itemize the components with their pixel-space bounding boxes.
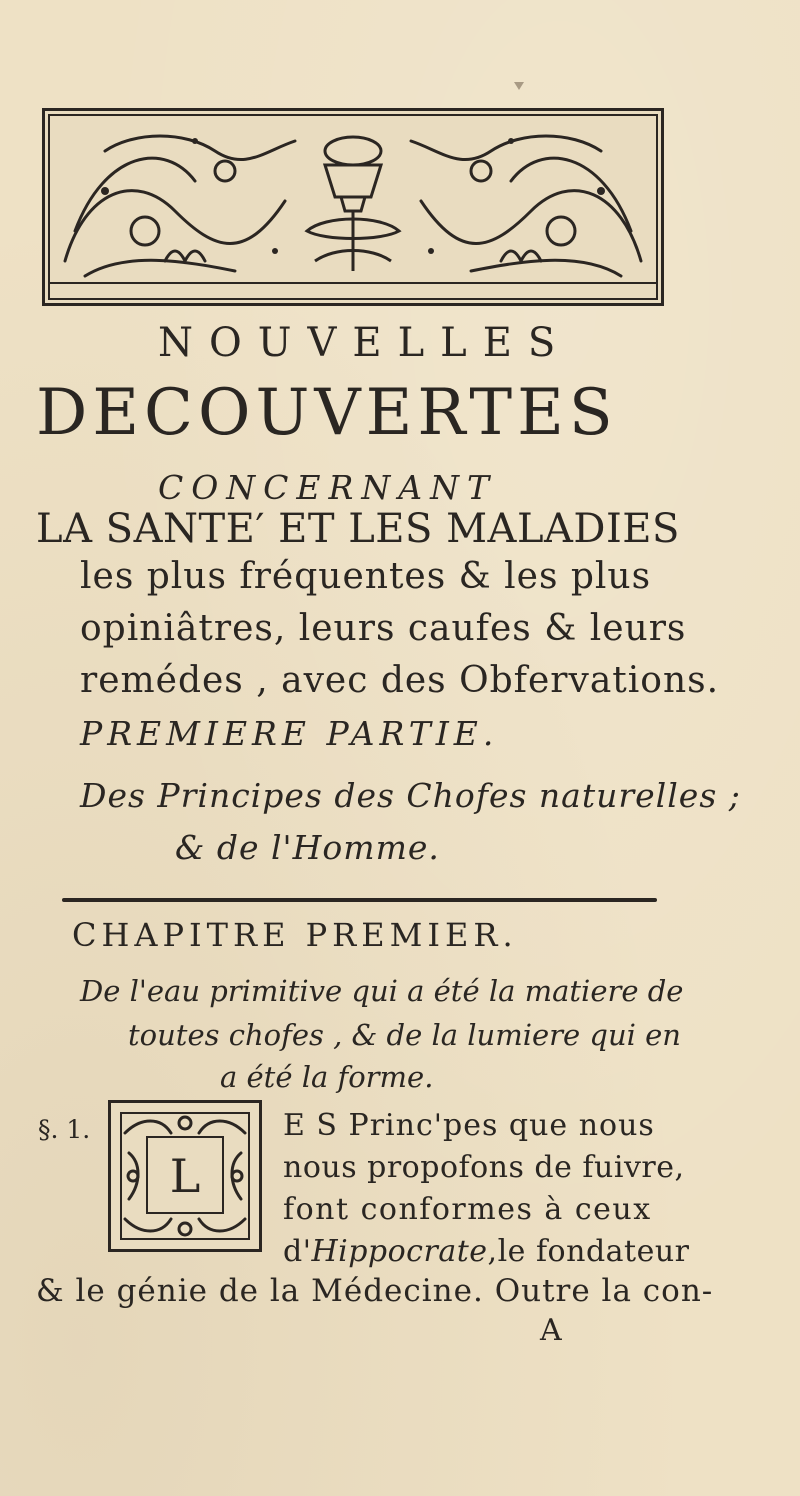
title-line-nouvelles: NOUVELLES bbox=[158, 320, 572, 366]
paragraph-line-3: font conformes à ceux bbox=[283, 1192, 652, 1227]
title-line-decouvertes: DECOUVERTES bbox=[36, 376, 618, 450]
section-divider bbox=[62, 898, 657, 902]
decorated-initial bbox=[108, 1100, 262, 1252]
chapter-summary-line-3: a été la forme. bbox=[220, 1060, 434, 1094]
initial-letter: L bbox=[169, 1149, 201, 1203]
title-line-concernant: CONCERNANT bbox=[158, 468, 497, 507]
part-subtitle-homme: & de l'Homme. bbox=[175, 828, 440, 867]
paragraph-line-4 bbox=[283, 1234, 690, 1269]
paragraph-line-5: & le génie de la Médecine. Outre la con- bbox=[36, 1273, 714, 1309]
part-subtitle-principes: Des Principes des Chofes naturelles ; bbox=[80, 776, 741, 815]
title-line-opiniatres: opiniâtres, leurs caufes & leurs bbox=[80, 608, 687, 649]
chapter-summary-line-1: De l'eau primitive qui a été la matiere de bbox=[80, 974, 684, 1008]
section-number: §. 1. bbox=[38, 1115, 91, 1144]
paragraph-line-1: E S Princ'pes que nous bbox=[283, 1108, 655, 1143]
chapter-summary-line-2: toutes chofes , & de la lumiere qui en bbox=[128, 1018, 681, 1052]
hippocrate-name: Hippocrate bbox=[311, 1234, 488, 1269]
title-line-frequentes: les plus fréquentes & les plus bbox=[80, 556, 652, 597]
title-line-remedes: remédes , avec des Obfervations. bbox=[80, 660, 720, 701]
ornamental-headpiece-icon bbox=[42, 108, 664, 306]
paragraph-line-4-prefix: d' bbox=[283, 1234, 312, 1269]
paragraph-line-2: nous propofons de fuivre, bbox=[283, 1150, 685, 1185]
paragraph-line-4-suffix: ,le fondateur bbox=[487, 1234, 690, 1269]
signature-mark: A bbox=[540, 1313, 562, 1348]
ink-mark-icon bbox=[514, 82, 524, 90]
title-line-sante: LA SANTE′ ET LES MALADIES bbox=[36, 506, 680, 552]
part-heading: PREMIERE PARTIE. bbox=[80, 714, 499, 753]
chapter-heading: CHAPITRE PREMIER. bbox=[72, 916, 518, 954]
